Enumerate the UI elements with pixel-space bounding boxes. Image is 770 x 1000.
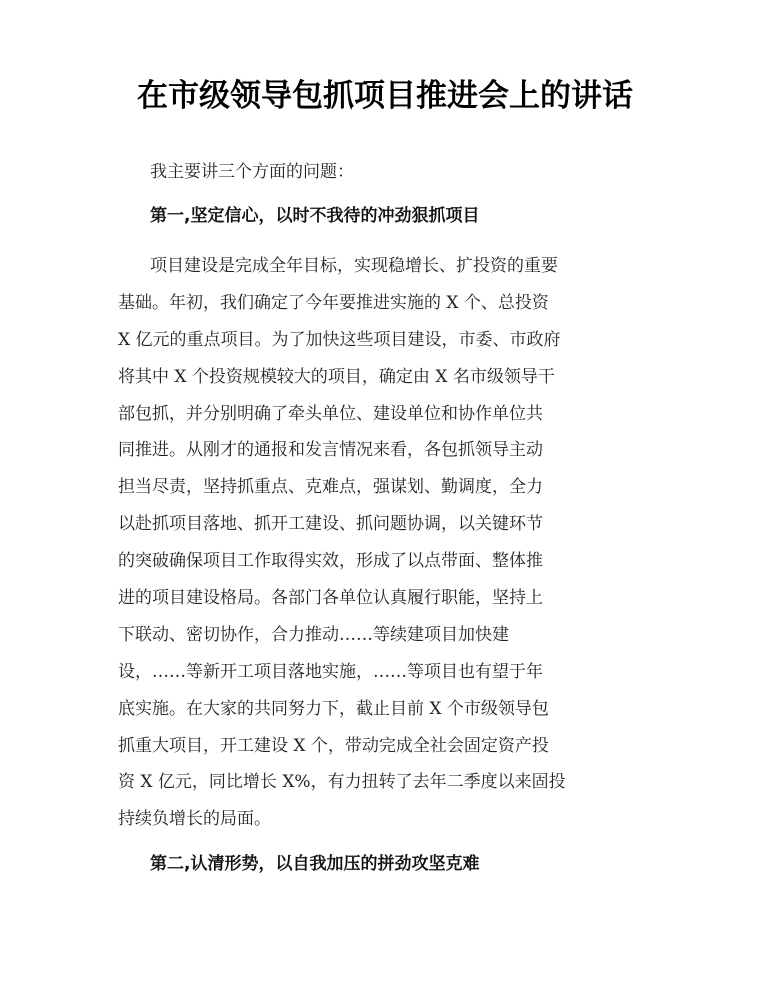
- intro-paragraph: 我主要讲三个方面的问题：: [150, 162, 354, 182]
- body-line: 项目建设是完成全年目标，实现稳增长、扩投资的重要: [150, 256, 558, 276]
- body-line: 将其中 X 个投资规模较大的项目，确定由 X 名市级领导干: [118, 366, 555, 387]
- body-line: 抓重大项目，开工建设 X 个，带动完成全社会固定资产投: [118, 735, 549, 756]
- body-line: 资 X 亿元，同比增长 X%，有力扭转了去年二季度以来固投: [118, 772, 566, 793]
- body-line: 部包抓，并分别明确了牵头单位、建设单位和协作单位共: [118, 403, 543, 424]
- section-heading-1: 第一,坚定信心，以时不我待的冲劲狠抓项目: [150, 206, 480, 226]
- body-line: 同推进。从刚才的通报和发言情况来看，各包抓领导主动: [118, 440, 543, 461]
- section-1-body: [118, 248, 658, 838]
- body-line: 担当尽责，坚持抓重点、克难点，强谋划、勤调度，全力: [118, 477, 543, 498]
- body-line: 进的项目建设格局。各部门各单位认真履行职能，坚持上: [118, 588, 543, 609]
- body-line: 底实施。在大家的共同努力下，截止目前 X 个市级领导包: [118, 698, 549, 719]
- body-line: 设，……等新开工项目落地实施，……等项目也有望于年: [118, 661, 543, 682]
- document-title: 在市级领导包抓项目推进会上的讲话: [137, 78, 633, 114]
- body-line: 以赴抓项目落地、抓开工建设、抓问题协调，以关键环节: [118, 514, 543, 535]
- body-line: 下联动、密切协作，合力推动……等续建项目加快建: [118, 624, 509, 645]
- body-line: X 亿元的重点项目。为了加快这些项目建设，市委、市政府: [118, 329, 561, 350]
- section-heading-2: 第二,认清形势，以自我加压的拼劲攻坚克难: [150, 854, 480, 874]
- body-line: 的突破确保项目工作取得实效，形成了以点带面、整体推: [118, 551, 543, 572]
- body-line: 持续负增长的局面。: [118, 809, 271, 830]
- body-line: 基础。年初，我们确定了今年要推进实施的 X 个、总投资: [118, 292, 549, 313]
